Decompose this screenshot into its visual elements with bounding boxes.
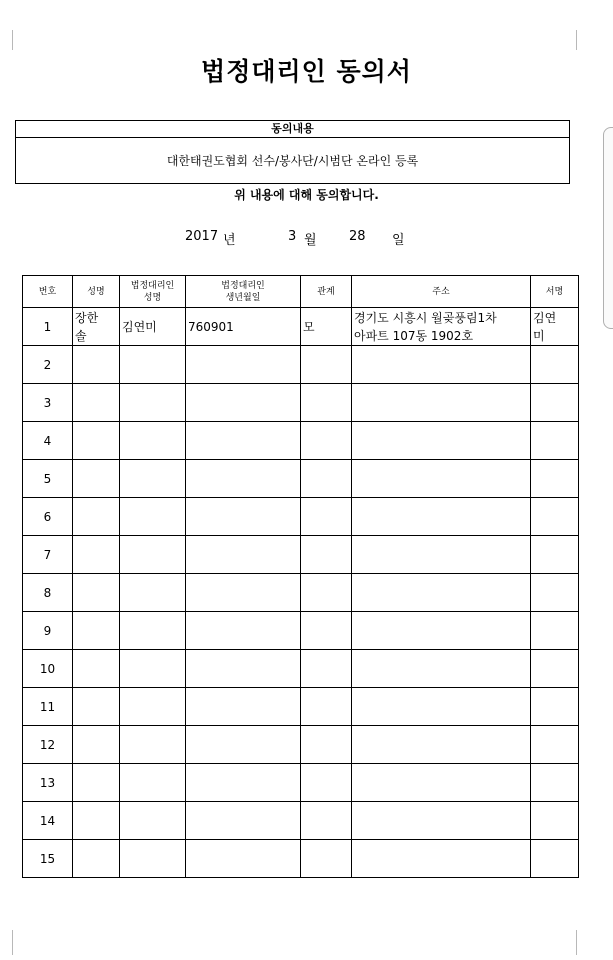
guardian-birthdate-cell[interactable] — [186, 802, 301, 840]
guardian-name-cell[interactable] — [120, 726, 186, 764]
guardian-birthdate-cell[interactable] — [186, 346, 301, 384]
guardian-name-cell[interactable] — [120, 536, 186, 574]
side-panel-handle[interactable] — [603, 127, 613, 329]
guardian-name-cell[interactable] — [120, 688, 186, 726]
table-row — [23, 726, 579, 764]
table-row — [23, 308, 579, 346]
consent-content: 대한태권도협회 선수/봉사단/시범단 온라인 등록 — [166, 154, 419, 168]
guardian-birthdate-cell[interactable] — [186, 384, 301, 422]
guardian-birthdate-cell[interactable] — [186, 650, 301, 688]
row-number-cell[interactable]: 8 — [23, 574, 73, 612]
relation-cell[interactable] — [301, 346, 352, 384]
guardian-birthdate-cell[interactable] — [186, 460, 301, 498]
agreement-statement: 위 내용에 대해 동의합니다. — [234, 188, 379, 202]
header-name: 성명 — [73, 276, 120, 308]
document-title: 법정대리인 동의서 — [201, 57, 412, 86]
student-name-cell[interactable] — [73, 536, 120, 574]
table-header-row — [23, 276, 579, 308]
relation-cell[interactable] — [301, 650, 352, 688]
guardian-name-cell[interactable] — [120, 346, 186, 384]
row-number-cell[interactable]: 3 — [23, 384, 73, 422]
guardian-birthdate-cell[interactable] — [186, 688, 301, 726]
signature-cell[interactable] — [531, 498, 579, 536]
row-number-cell[interactable]: 7 — [23, 536, 73, 574]
header-signature: 서명 — [531, 276, 579, 308]
guardian-name-cell[interactable]: 김연미 — [120, 308, 186, 346]
relation-cell[interactable] — [301, 422, 352, 460]
signature-cell[interactable] — [531, 650, 579, 688]
guardian-name-cell[interactable] — [120, 650, 186, 688]
header-no: 번호 — [23, 276, 73, 308]
guardian-name-cell[interactable] — [120, 384, 186, 422]
table-row — [23, 422, 579, 460]
student-name-cell[interactable] — [73, 460, 120, 498]
table-row — [23, 460, 579, 498]
guardian-birthdate-cell[interactable] — [186, 536, 301, 574]
signature-cell[interactable] — [531, 764, 579, 802]
address-cell[interactable]: 경기도 시흥시 월곶풍림1차 아파트 107동 1902호 — [352, 308, 531, 346]
guardian-name-cell[interactable] — [120, 498, 186, 536]
relation-cell[interactable] — [301, 612, 352, 650]
row-number-cell[interactable]: 6 — [23, 498, 73, 536]
guardian-name-cell[interactable] — [120, 612, 186, 650]
guardian-birthdate-cell[interactable] — [186, 422, 301, 460]
student-name-cell[interactable] — [73, 764, 120, 802]
row-number-cell[interactable]: 11 — [23, 688, 73, 726]
table-row — [23, 498, 579, 536]
consent-heading: 동의내용 — [16, 121, 569, 138]
student-name-cell[interactable] — [73, 650, 120, 688]
row-number-cell[interactable]: 14 — [23, 802, 73, 840]
relation-cell[interactable] — [301, 840, 352, 878]
relation-cell[interactable] — [301, 384, 352, 422]
guardian-birthdate-cell[interactable] — [186, 726, 301, 764]
address-cell[interactable] — [352, 498, 531, 536]
row-number-cell[interactable]: 9 — [23, 612, 73, 650]
date-month: 3 — [288, 229, 297, 244]
student-name-cell[interactable] — [73, 840, 120, 878]
table-row — [23, 574, 579, 612]
address-cell[interactable] — [352, 612, 531, 650]
address-cell[interactable] — [352, 460, 531, 498]
header-relation: 관계 — [301, 276, 352, 308]
relation-cell[interactable]: 모 — [301, 308, 352, 346]
student-name-cell[interactable] — [73, 422, 120, 460]
signature-cell[interactable] — [531, 726, 579, 764]
address-cell[interactable] — [352, 840, 531, 878]
guardian-birthdate-cell[interactable] — [186, 498, 301, 536]
signature-cell[interactable] — [531, 802, 579, 840]
address-cell[interactable] — [352, 802, 531, 840]
guardian-name-cell[interactable] — [120, 574, 186, 612]
row-number-cell[interactable]: 4 — [23, 422, 73, 460]
guardian-name-cell[interactable] — [120, 764, 186, 802]
table-row — [23, 346, 579, 384]
address-cell[interactable] — [352, 764, 531, 802]
table-row — [23, 612, 579, 650]
address-cell[interactable] — [352, 574, 531, 612]
address-cell[interactable] — [352, 650, 531, 688]
row-number-cell[interactable]: 13 — [23, 764, 73, 802]
crop-mark — [576, 930, 577, 955]
guardian-birthdate-cell[interactable] — [186, 840, 301, 878]
signature-cell[interactable] — [531, 574, 579, 612]
address-cell[interactable] — [352, 726, 531, 764]
row-number-cell[interactable]: 2 — [23, 346, 73, 384]
student-name-cell[interactable] — [73, 346, 120, 384]
student-name-cell[interactable] — [73, 688, 120, 726]
header-guardian-birth: 법정대리인 생년월일 — [186, 276, 301, 308]
student-name-cell[interactable] — [73, 802, 120, 840]
guardian-name-cell[interactable] — [120, 802, 186, 840]
crop-mark — [12, 30, 13, 50]
relation-cell[interactable] — [301, 460, 352, 498]
table-row — [23, 536, 579, 574]
relation-cell[interactable] — [301, 498, 352, 536]
row-number-cell[interactable]: 5 — [23, 460, 73, 498]
student-name-cell[interactable]: 장한 솔 — [73, 308, 120, 346]
address-cell[interactable] — [352, 346, 531, 384]
date-year: 2017 — [185, 229, 219, 244]
row-number-cell[interactable]: 10 — [23, 650, 73, 688]
signature-cell[interactable] — [531, 612, 579, 650]
table-row — [23, 688, 579, 726]
student-name-cell[interactable] — [73, 612, 120, 650]
header-address: 주소 — [352, 276, 531, 308]
signature-cell[interactable] — [531, 460, 579, 498]
signature-cell[interactable] — [531, 840, 579, 878]
address-cell[interactable] — [352, 688, 531, 726]
date-day: 28 — [349, 229, 366, 244]
guardian-birthdate-cell[interactable] — [186, 612, 301, 650]
date-day-unit: 일 — [392, 233, 405, 248]
relation-cell[interactable] — [301, 726, 352, 764]
relation-cell[interactable] — [301, 764, 352, 802]
crop-mark — [12, 930, 13, 955]
signature-cell[interactable] — [531, 346, 579, 384]
signature-cell[interactable]: 김연 미 — [531, 308, 579, 346]
header-guardian-name: 법정대리인 성명 — [120, 276, 186, 308]
relation-cell[interactable] — [301, 536, 352, 574]
guardian-name-cell[interactable] — [120, 460, 186, 498]
student-name-cell[interactable] — [73, 726, 120, 764]
signature-cell[interactable] — [531, 688, 579, 726]
address-cell[interactable] — [352, 536, 531, 574]
table-row — [23, 764, 579, 802]
crop-mark — [576, 30, 577, 50]
student-name-cell[interactable] — [73, 384, 120, 422]
signature-cell[interactable] — [531, 384, 579, 422]
relation-cell[interactable] — [301, 688, 352, 726]
date-year-unit: 년 — [223, 233, 236, 248]
guardian-name-cell[interactable] — [120, 422, 186, 460]
student-name-cell[interactable] — [73, 574, 120, 612]
row-number-cell[interactable]: 12 — [23, 726, 73, 764]
guardian-name-cell[interactable] — [120, 840, 186, 878]
address-cell[interactable] — [352, 384, 531, 422]
table-row — [23, 384, 579, 422]
row-number-cell[interactable]: 1 — [23, 308, 73, 346]
relation-cell[interactable] — [301, 574, 352, 612]
consent-box — [15, 120, 570, 184]
address-cell[interactable] — [352, 422, 531, 460]
student-name-cell[interactable] — [73, 498, 120, 536]
table-row — [23, 840, 579, 878]
guardian-birthdate-cell[interactable] — [186, 764, 301, 802]
relation-cell[interactable] — [301, 802, 352, 840]
table-row — [23, 802, 579, 840]
date-month-unit: 월 — [304, 233, 317, 248]
table-row — [23, 650, 579, 688]
guardian-table — [22, 275, 579, 878]
signature-cell[interactable] — [531, 422, 579, 460]
signature-cell[interactable] — [531, 536, 579, 574]
guardian-birthdate-cell[interactable]: 760901 — [186, 308, 301, 346]
guardian-birthdate-cell[interactable] — [186, 574, 301, 612]
row-number-cell[interactable]: 15 — [23, 840, 73, 878]
